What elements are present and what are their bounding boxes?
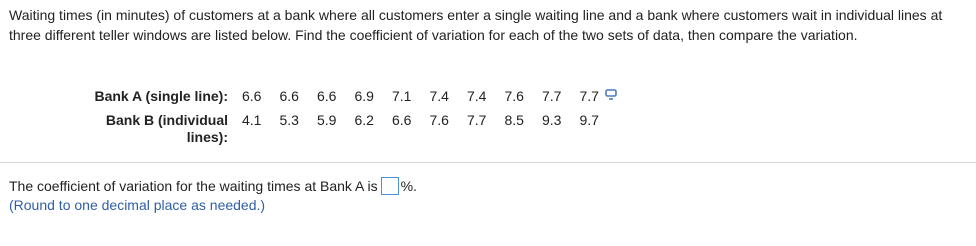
bank-a-value-last	[580, 88, 618, 112]
bank-a-value: 6.6	[242, 88, 262, 104]
bank-b-value: 7.6	[429, 112, 449, 128]
answer-suffix: %.	[400, 178, 417, 194]
bank-a-label: Bank A (single line):	[94, 88, 228, 104]
section-divider	[0, 162, 976, 163]
bank-a-value: 6.6	[317, 88, 337, 104]
bank-b-label: Bank B (individual lines):	[105, 112, 228, 145]
bank-b-value: 6.2	[354, 112, 374, 128]
bank-b-row	[70, 112, 618, 146]
answer-input[interactable]	[381, 177, 399, 195]
bank-b-value: 5.3	[279, 112, 299, 128]
answer-area	[9, 177, 417, 215]
bank-a-value: 7.1	[392, 88, 412, 104]
copy-data-icon[interactable]	[605, 88, 618, 105]
bank-b-value: 7.7	[467, 112, 487, 128]
bank-b-value: 4.1	[242, 112, 262, 128]
bank-a-value: 6.9	[354, 88, 374, 104]
bank-a-value: 7.6	[504, 88, 524, 104]
answer-prefix: The coefficient of variation for the waiting times at Bank A is	[9, 178, 378, 194]
question-text: Waiting times (in minutes) of customers at a bank where all customers enter a single waiting line and a bank where customers wait in individual lines at three different teller windows are listed below. Find the coefficient of variation for each of the two sets of data, then compare the variation.	[9, 7, 943, 43]
bank-b-value: 9.3	[542, 112, 562, 128]
bank-a-value: 6.6	[279, 88, 299, 104]
bank-a-value: 7.4	[429, 88, 449, 104]
bank-a-value: 7.4	[467, 88, 487, 104]
data-table	[70, 88, 618, 146]
bank-a-value: 7.7	[579, 88, 599, 104]
bank-a-row	[70, 88, 618, 112]
answer-line	[9, 177, 417, 196]
bank-b-value: 6.6	[392, 112, 412, 128]
bank-b-value: 5.9	[317, 112, 337, 128]
bank-b-value: 8.5	[504, 112, 524, 128]
bank-b-value: 9.7	[579, 112, 599, 128]
bank-a-value: 7.7	[542, 88, 562, 104]
rounding-hint: (Round to one decimal place as needed.)	[9, 197, 266, 213]
